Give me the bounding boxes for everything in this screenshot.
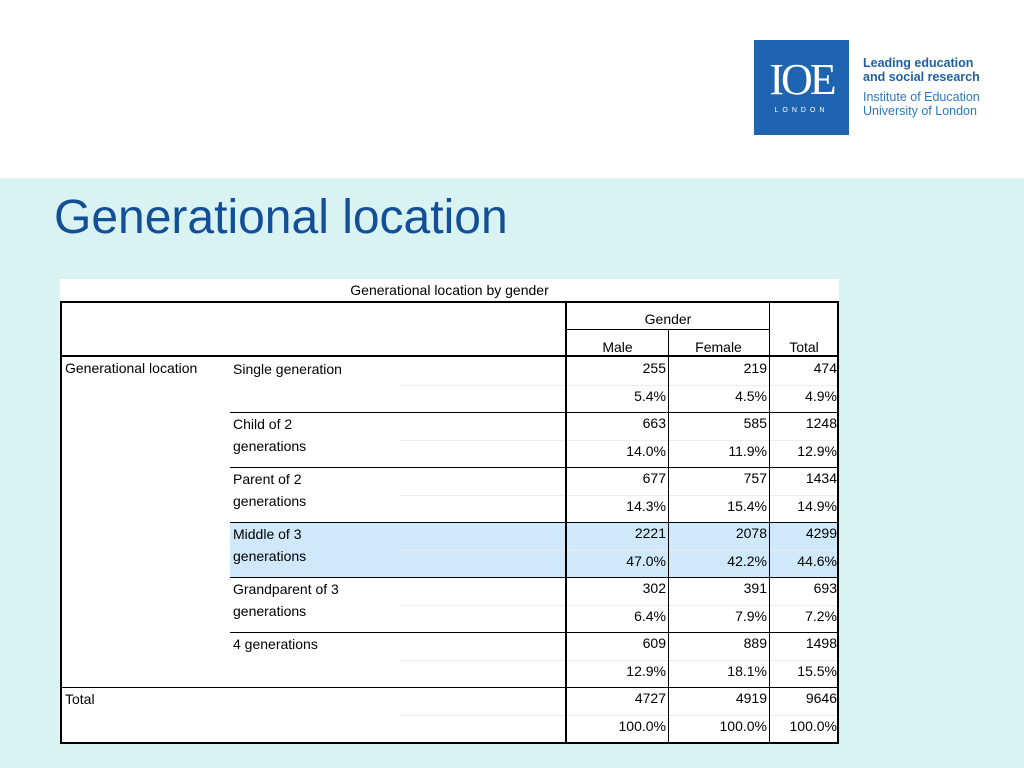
table-border-top bbox=[60, 301, 839, 303]
percent-cell: 4.9% bbox=[805, 387, 837, 404]
count-cell: 757 bbox=[743, 470, 767, 486]
header-rule bbox=[60, 355, 839, 357]
count-cell: 474 bbox=[813, 360, 837, 376]
count-cell: 255 bbox=[642, 360, 666, 376]
total-percent-cell: 100.0% bbox=[618, 717, 666, 734]
table-border-left bbox=[60, 301, 62, 744]
count-cell: 2078 bbox=[735, 525, 767, 541]
percent-cell: 14.9% bbox=[797, 497, 837, 514]
row-label-line2: generations bbox=[233, 548, 307, 564]
row-rule bbox=[230, 632, 839, 633]
row-label-line1: Parent of 2 bbox=[233, 471, 302, 487]
total-percent-cell: 100.0% bbox=[719, 717, 767, 734]
tagline-line-1: Leading education bbox=[863, 56, 974, 70]
table-border-right bbox=[837, 301, 839, 744]
row-label-line1: Single generation bbox=[233, 361, 342, 377]
total-row-label: Total bbox=[65, 691, 95, 707]
percent-cell: 15.5% bbox=[797, 662, 837, 679]
percent-cell: 47.0% bbox=[626, 552, 666, 569]
count-cell: 677 bbox=[642, 470, 666, 486]
percent-cell: 14.3% bbox=[626, 497, 666, 514]
row-inner-rule bbox=[400, 440, 839, 441]
table-border-bottom bbox=[60, 742, 839, 744]
total-rule bbox=[60, 687, 839, 688]
row-label-line2: generations bbox=[233, 438, 307, 454]
count-cell: 663 bbox=[642, 415, 666, 431]
count-cell: 302 bbox=[642, 580, 666, 596]
institution-line-1: Institute of Education bbox=[863, 90, 980, 104]
row-label-line1: Child of 2 bbox=[233, 416, 293, 432]
percent-cell: 7.9% bbox=[735, 607, 767, 624]
logo-subtext: LONDON bbox=[774, 107, 829, 114]
total-percent-cell: 100.0% bbox=[789, 717, 837, 734]
header-female: Female bbox=[695, 339, 742, 355]
slide-title: Generational location bbox=[54, 191, 508, 244]
row-inner-rule bbox=[400, 605, 839, 606]
percent-cell: 7.2% bbox=[805, 607, 837, 624]
percent-cell: 18.1% bbox=[727, 662, 767, 679]
row-inner-rule bbox=[400, 385, 839, 386]
percent-cell: 11.9% bbox=[728, 442, 767, 459]
row-rule bbox=[230, 577, 839, 578]
row-inner-rule bbox=[400, 495, 839, 496]
row-inner-rule bbox=[400, 550, 839, 551]
ioe-logo bbox=[754, 40, 849, 135]
col-rule-female bbox=[769, 301, 770, 744]
row-group-label: Generational location bbox=[65, 360, 198, 376]
count-cell: 4299 bbox=[805, 525, 837, 541]
header-total: Total bbox=[789, 339, 819, 355]
total-count-cell: 4727 bbox=[634, 690, 666, 706]
count-cell: 1248 bbox=[805, 415, 837, 431]
percent-cell: 44.6% bbox=[797, 552, 837, 569]
tagline-line-2: and social research bbox=[863, 70, 980, 84]
count-cell: 1434 bbox=[805, 470, 837, 486]
row-rule bbox=[230, 522, 839, 523]
table-grid bbox=[60, 301, 839, 744]
count-cell: 585 bbox=[743, 415, 767, 431]
row-label-line2: generations bbox=[233, 493, 307, 509]
col-rule-male bbox=[668, 329, 669, 744]
percent-cell: 12.9% bbox=[626, 662, 666, 679]
count-cell: 609 bbox=[642, 635, 666, 651]
row-label-line1: Grandparent of 3 bbox=[233, 581, 339, 597]
table-caption: Generational location by gender bbox=[60, 279, 839, 301]
count-cell: 889 bbox=[743, 635, 767, 651]
row-label-line2: generations bbox=[233, 603, 307, 619]
row-rule bbox=[230, 467, 839, 468]
institution-line-2: University of London bbox=[863, 104, 977, 118]
slide-header bbox=[0, 0, 1024, 178]
crosstab-table bbox=[60, 279, 839, 744]
row-inner-rule bbox=[400, 660, 839, 661]
logo-mark: IOE bbox=[769, 55, 834, 104]
percent-cell: 12.9% bbox=[797, 442, 837, 459]
row-label-line1: 4 generations bbox=[233, 636, 318, 652]
percent-cell: 15.4% bbox=[727, 497, 767, 514]
percent-cell: 14.0% bbox=[626, 442, 666, 459]
count-cell: 2221 bbox=[634, 525, 666, 541]
col-rule-data bbox=[565, 301, 567, 744]
row-label-line1: Middle of 3 bbox=[233, 526, 302, 542]
count-cell: 219 bbox=[743, 360, 767, 376]
percent-cell: 5.4% bbox=[634, 387, 666, 404]
count-cell: 693 bbox=[813, 580, 837, 596]
percent-cell: 4.5% bbox=[735, 387, 767, 404]
count-cell: 1498 bbox=[805, 635, 837, 651]
percent-cell: 6.4% bbox=[634, 607, 666, 624]
total-count-cell: 4919 bbox=[735, 690, 767, 706]
count-cell: 391 bbox=[743, 580, 767, 596]
total-count-cell: 9646 bbox=[805, 690, 837, 706]
percent-cell: 42.2% bbox=[727, 552, 767, 569]
row-rule bbox=[230, 412, 839, 413]
row-inner-rule bbox=[400, 715, 839, 716]
header-gender: Gender bbox=[644, 311, 692, 327]
header-male: Male bbox=[602, 339, 633, 355]
